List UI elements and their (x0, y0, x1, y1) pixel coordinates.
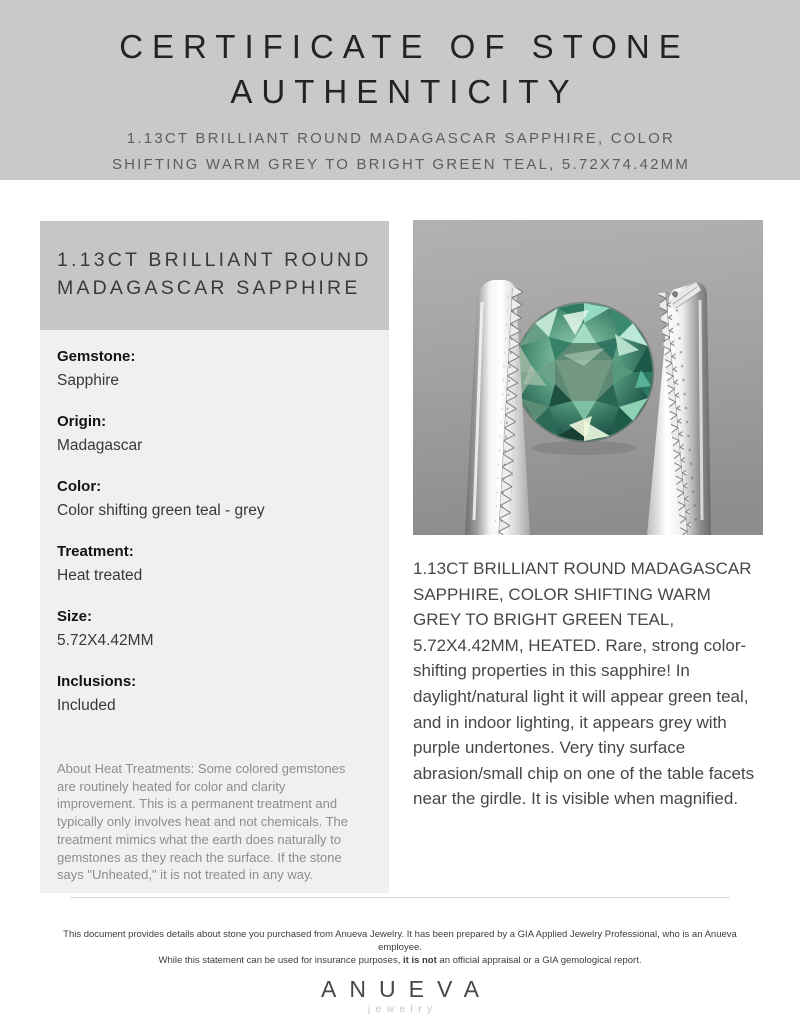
field-value: Heat treated (57, 567, 143, 584)
sapphire-gem (515, 303, 654, 442)
footer-disclaimer (60, 928, 740, 967)
field-label: Treatment: (57, 543, 134, 560)
disclaimer-bold: it is not (403, 955, 437, 966)
field-size (57, 607, 389, 651)
stone-panel-title-line2: MADAGASCAR SAPPHIRE (57, 277, 361, 299)
field-inclusions (57, 672, 389, 716)
page-subtitle-line1: 1.13CT BRILLIANT ROUND MADAGASCAR SAPPHIRE, COLOR (126, 130, 676, 147)
field-value: Included (57, 697, 116, 714)
brand-name: ANUEVA (321, 976, 492, 1002)
field-label: Color: (57, 478, 102, 495)
page-title-line1: CERTIFICATE OF STONE (119, 28, 690, 65)
field-label: Origin: (57, 413, 107, 430)
field-value: Color shifting green teal - grey (57, 502, 265, 519)
disclaimer-pre: While this statement can be used for insurance purposes, (158, 955, 403, 966)
field-label: Inclusions: (57, 673, 137, 690)
field-value: 5.72X4.42MM (57, 632, 154, 649)
field-value: Madagascar (57, 437, 143, 454)
field-value: Sapphire (57, 372, 120, 389)
stone-panel-title-line1: 1.13CT BRILLIANT ROUND (57, 249, 372, 271)
brand-subtitle: jewelry (367, 1004, 438, 1015)
stone-panel-title (40, 221, 389, 330)
field-label: Gemstone: (57, 348, 136, 365)
disclaimer-post: an official appraisal or a GIA gemological report. (436, 955, 642, 966)
header-banner (0, 0, 800, 180)
page-title-line2: AUTHENTICITY (230, 73, 579, 110)
field-treatment (57, 542, 389, 586)
stone-description: 1.13CT BRILLIANT ROUND MADAGASCAR SAPPHIRE, COLOR SHIFTING WARM GREY TO BRIGHT GREEN TEAL, 5.72X4.42MM, HEATED. Rare, strong color-shifting properties in this sapphire! In daylight/natural light it will appear green teal, and in indoor lighting, it appears grey with purple undertones. Very tiny surface abrasion/small chip on one of the table facets near the girdle. It is visible when magnified. (413, 559, 755, 809)
field-gemstone (57, 347, 389, 391)
gem-shadow (532, 441, 636, 455)
page-title (0, 0, 800, 114)
brand-logo (0, 976, 800, 1015)
page-subtitle (0, 126, 800, 178)
field-label: Size: (57, 608, 93, 625)
page-subtitle-line2: SHIFTING WARM GREY TO BRIGHT GREEN TEAL, 5.72X74.42MM (111, 156, 691, 173)
gemstone-photo (413, 220, 763, 535)
gem-in-tweezers-illustration (413, 220, 763, 535)
stone-detail-panel (40, 330, 389, 893)
footer-divider (70, 897, 730, 898)
field-color (57, 477, 389, 521)
heat-treatment-note: About Heat Treatments: Some colored gemstones are routinely heated for color and clarity improvement. This is a permanent treatment and typically only involves heat and not chemicals. The treatment mimics what the earth does naturally to gemstones as they reach the surface. If the stone says "Unheated," it is not treated in any way. (57, 761, 348, 883)
field-origin (57, 412, 389, 456)
disclaimer-line1: This document provides details about stone you purchased from Anueva Jewelry. It has been prepared by a GIA Applied Jewelry Professional, who is an Anueva employee. (63, 929, 737, 953)
